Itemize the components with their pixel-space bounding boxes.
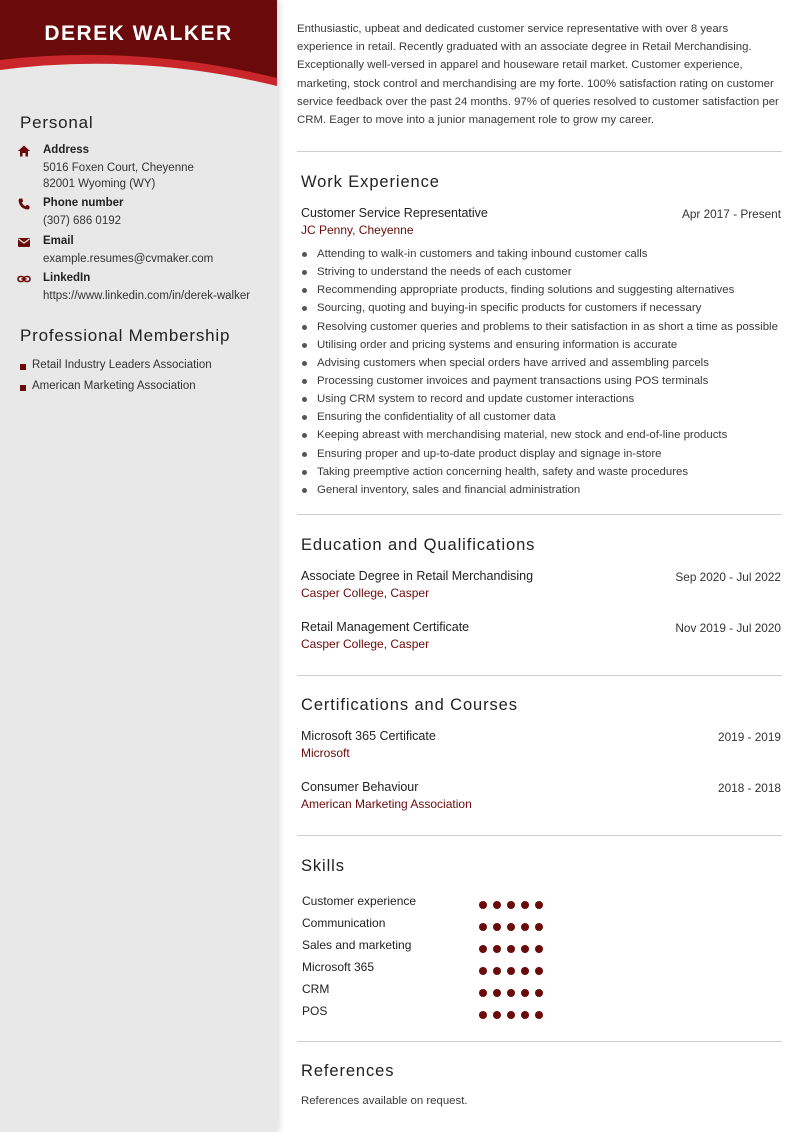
membership-heading: Professional Membership — [20, 326, 231, 345]
degree-school: Casper College, Casper — [301, 586, 430, 600]
list-item: Advising customers when special orders have arrived and assembling parcels — [301, 354, 781, 372]
contact-label: Address — [43, 144, 90, 156]
skill-dot — [507, 923, 515, 931]
work-heading: Work Experience — [301, 173, 440, 191]
skill-dot — [521, 945, 529, 953]
list-item: Ensuring proper and up-to-date product display and signage in-store — [301, 445, 781, 463]
candidate-name: DEREK WALKER — [44, 22, 233, 45]
list-item: Striving to understand the needs of each customer — [301, 263, 781, 281]
skill-dot — [507, 901, 515, 909]
list-item: Sourcing, quoting and buying-in specific products for customers if necessary — [301, 299, 781, 317]
skill-rating — [479, 962, 549, 980]
degree-title: Associate Degree in Retail Merchandising — [301, 569, 534, 583]
cert-issuer: Microsoft — [301, 746, 350, 760]
section-divider — [297, 151, 782, 152]
skill-dot — [493, 923, 501, 931]
cert-title: Microsoft 365 Certificate — [301, 729, 436, 743]
list-item: Processing customer invoices and payment transactions using POS terminals — [301, 372, 781, 390]
cert-issuer: American Marketing Association — [301, 797, 472, 811]
contact-label: Email — [43, 235, 74, 247]
skill-rating — [479, 918, 549, 936]
job-employer: JC Penny, Cheyenne — [301, 223, 414, 237]
skills-heading: Skills — [301, 857, 345, 875]
list-item: Using CRM system to record and update customer interactions — [301, 390, 781, 408]
skill-rating — [479, 940, 549, 958]
section-divider — [297, 675, 782, 676]
contact-label: Phone number — [43, 197, 124, 209]
contact-value: 5016 Foxen Court, Cheyenne 82001 Wyoming (WY) — [43, 162, 194, 190]
section-divider — [297, 835, 782, 836]
skill-dot — [521, 923, 529, 931]
skill-dot — [479, 989, 487, 997]
list-item: Recommending appropriate products, finding solutions and suggesting alternatives — [301, 281, 781, 299]
skill-dot — [479, 945, 487, 953]
job-date: Apr 2017 - Present — [681, 207, 781, 221]
education-heading: Education and Qualifications — [301, 536, 536, 554]
contact-value: (307) 686 0192 — [43, 215, 122, 227]
cert-date: 2018 - 2018 — [718, 781, 781, 795]
cert-title: Consumer Behaviour — [301, 780, 419, 794]
skill-name: CRM — [302, 982, 330, 996]
skill-dot — [479, 923, 487, 931]
skill-dot — [493, 901, 501, 909]
skill-name: Microsoft 365 — [302, 960, 375, 974]
skill-dot — [493, 989, 501, 997]
skill-dot — [535, 1011, 543, 1019]
personal-heading: Personal — [20, 113, 94, 132]
skill-dot — [521, 989, 529, 997]
list-item: Attending to walk-in customers and taking inbound customer calls — [301, 245, 781, 263]
contact-label: LinkedIn — [43, 272, 91, 284]
list-item: Keeping abreast with merchandising material, new stock and end-of-line products — [301, 426, 781, 444]
skill-dot — [535, 945, 543, 953]
skill-dot — [493, 1011, 501, 1019]
skill-dot — [493, 945, 501, 953]
list-item: Utilising order and pricing systems and ensuring information is accurate — [301, 336, 781, 354]
skill-dot — [507, 989, 515, 997]
skill-dot — [507, 1011, 515, 1019]
skill-dot — [479, 967, 487, 975]
home-icon — [17, 144, 31, 158]
references-text: References available on request. — [301, 1095, 468, 1107]
skill-dot — [479, 901, 487, 909]
list-item: Resolving customer queries and problems to their satisfaction in as short a time as possible — [301, 318, 781, 336]
skill-rating — [479, 984, 549, 1002]
job-duties-list — [301, 245, 781, 499]
degree-title: Retail Management Certificate — [301, 620, 470, 634]
contact-value: example.resumes@cvmaker.com — [43, 253, 214, 265]
degree-school: Casper College, Casper — [301, 637, 430, 651]
link-icon — [17, 272, 31, 286]
skill-name: Customer experience — [302, 894, 417, 908]
skill-dot — [535, 967, 543, 975]
profile-summary: Enthusiastic, upbeat and dedicated customer service representative with over 8 years experience in retail. Recently graduated with an associate degree in Retail Merchandising. Exceptionally well-versed in apparel and houseware retail market. Customer experience, marketing, stock control and merchandising are my forte. 100% satisfaction rating on customer service feedback over the past 24 months. 97% of queries resolved to customer satisfaction per CRM. Eager to move into a junior management role to grow my career. — [297, 23, 779, 127]
section-divider — [297, 514, 782, 515]
skill-dot — [507, 945, 515, 953]
bullet-square — [20, 385, 26, 391]
phone-icon — [17, 197, 31, 211]
skill-dot — [507, 967, 515, 975]
degree-date: Sep 2020 - Jul 2022 — [675, 570, 781, 584]
references-heading: References — [301, 1062, 395, 1080]
skill-name: POS — [302, 1004, 328, 1018]
skill-dot — [493, 967, 501, 975]
skill-dot — [535, 989, 543, 997]
contact-value: https://www.linkedin.com/in/derek-walker — [43, 290, 251, 302]
skill-dot — [521, 1011, 529, 1019]
degree-date: Nov 2019 - Jul 2020 — [675, 621, 781, 635]
bullet-square — [20, 364, 26, 370]
skill-rating — [479, 896, 549, 914]
skill-rating — [479, 1006, 549, 1024]
skill-dot — [535, 901, 543, 909]
cert-date: 2019 - 2019 — [718, 730, 781, 744]
section-divider — [297, 1041, 782, 1042]
skill-dot — [521, 967, 529, 975]
skill-name: Sales and marketing — [302, 938, 412, 952]
certifications-heading: Certifications and Courses — [301, 696, 518, 714]
skill-dot — [535, 923, 543, 931]
skill-name: Communication — [302, 916, 386, 930]
job-title: Customer Service Representative — [301, 206, 488, 220]
skill-dot — [521, 901, 529, 909]
list-item: Taking preemptive action concerning health, safety and waste procedures — [301, 463, 781, 481]
list-item: General inventory, sales and financial administration — [301, 481, 781, 499]
skill-dot — [479, 1011, 487, 1019]
list-item: Ensuring the confidentiality of all customer data — [301, 408, 781, 426]
mail-icon — [17, 235, 31, 249]
